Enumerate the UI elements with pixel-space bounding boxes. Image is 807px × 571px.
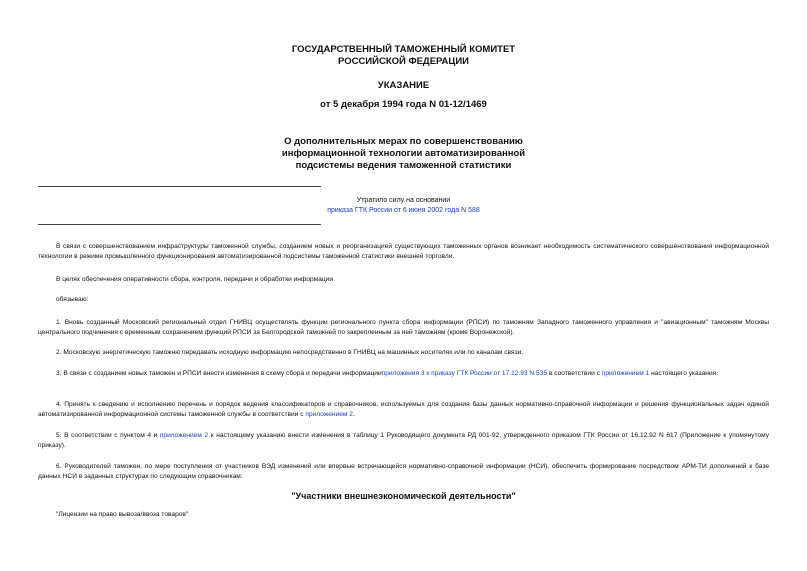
doc-title-line1: О дополнительных мерах по совершенствованию: [284, 136, 523, 147]
doc-title-line3: подсистемы ведения таможенной статистики: [295, 160, 512, 171]
org-name-line1: ГОСУДАРСТВЕННЫЙ ТАМОЖЕННЫЙ КОМИТЕТ: [291, 44, 516, 55]
paragraph-item-2: 2. Московскую энергетическую таможню передавать исходную информацию непосредственно в ГНИВЦ на машинных носителях или по каналам связи.: [56, 349, 524, 356]
doc-type: УКАЗАНИЕ: [377, 80, 430, 91]
paragraph-item-6: 6. Руководителей таможен, по мере поступления от участников ВЭД изменений или впервые встречающейся нормативно-справочной информации (НСИ), обеспечить формирование посредством АРМ-ТИ дополнений к базе данных НСИ в заданных структурах по следующим справочникам:: [38, 463, 769, 480]
status-text: Утратило силу на основании: [356, 197, 451, 204]
paragraph-intro: В связи с совершенствованием инфраструктуры таможенной службы, созданием новых и реорганизацией существующих таможенных органов возникает необходимость систематического совершенствования информационной технологии в режиме промышленного функционирования автоматизированной подсистемы таможенной статистики внешней торговли.: [38, 243, 769, 260]
document-header: [38, 44, 769, 68]
paragraph-item-3: 3. В связи с созданием новых таможен и РПСИ внести изменения в схему сбора и передачи информацииприложения 3 к приказу ГТК России от 17.12.93 N 535 в соответствии с приложением 1 настоящего указания.: [56, 370, 719, 377]
link-appendix-2[interactable]: приложением 2: [305, 410, 353, 418]
status-link[interactable]: приказа ГТК России от 6 июня 2002 года N 588: [327, 207, 480, 214]
link-appendix-3-order-535[interactable]: приложения 3 к приказу ГТК России от 17.12.93 N 535: [381, 370, 548, 377]
paragraph-purpose: В целях обеспечения оперативности сбора, контроля, передачи и обработки информации: [56, 276, 334, 283]
link-appendix-1[interactable]: приложением 1: [601, 370, 650, 377]
paragraph-item-5: 5. В соответствии с пунктом 4 и приложением 2 к настоящему указанию внести изменения в таблицу 1 Руководящего документа РД 001-92, утвержденного приказом ГТК России от 16.12.92 N 617 (Приложение к упомянутому приказу).: [38, 432, 769, 449]
paragraph-order: обязываю:: [56, 296, 89, 303]
paragraph-item-4: 4. Принять к сведению и исполнению перечень и порядок ведения классификаторов и справочников, используемых для создания базы данных нормативно-справочной информации и решения функциональных задач единой автоматизированной информационной системы таможенной службы в соответствии с приложением 2.: [38, 401, 769, 418]
section-item: "Лицензии на право вывоза/ввоза товаров": [56, 511, 189, 518]
doc-title-line2: информационной технологии автоматизированной: [281, 148, 526, 159]
org-name-line2: РОССИЙСКОЙ ФЕДЕРАЦИИ: [337, 56, 469, 67]
doc-date-number: от 5 декабря 1994 года N 01-12/1469: [320, 99, 487, 110]
link-appendix-2-second[interactable]: приложением 2: [159, 432, 209, 439]
paragraph-item-1: 1. Вновь созданный Московский региональный отдел ГНИВЦ осуществлять функции регионального пункта сбора информации (РПСИ) по таможням Западного таможенного управления и "авиационным" таможням Москвы центрального подчинения с временным сохранением функций РПСИ за Белгородской таможней по закрепленным за ней таможням (кроме Воронежской).: [38, 319, 769, 336]
doc-title: [38, 136, 769, 172]
section-heading: "Участники внешнеэкономической деятельности": [291, 491, 516, 501]
status-note: [38, 196, 769, 216]
separator-rule-bottom: [38, 224, 321, 225]
separator-rule-top: [38, 186, 321, 187]
